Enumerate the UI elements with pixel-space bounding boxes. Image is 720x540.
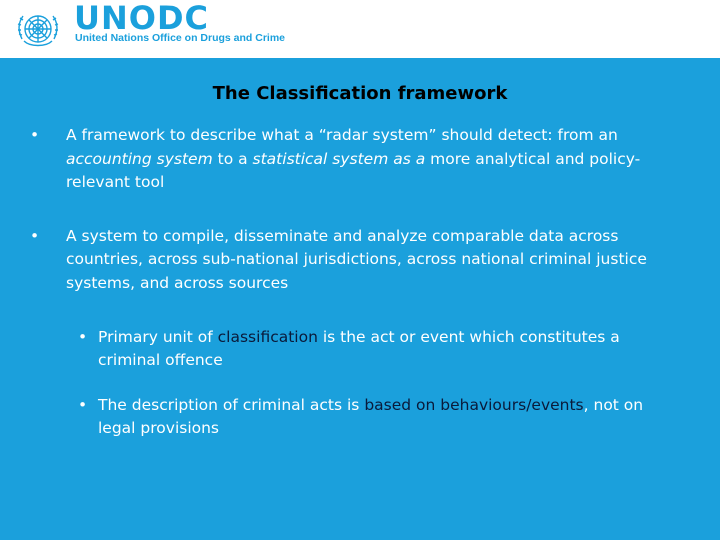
slide-title: The Classification framework (212, 83, 508, 104)
bullet-item (30, 225, 680, 296)
bullet-dot: • (30, 126, 40, 144)
sub-bullet-text: Primary unit of (98, 327, 218, 346)
sub-bullet-text: is the act or event which constitutes a criminal offence (98, 327, 620, 370)
sub-bullet-text: , not on legal provisions (98, 395, 644, 438)
bullet-text: more analytical and policy-relevant tool (66, 149, 641, 192)
bullet-dot: • (30, 226, 40, 245)
un-emblem-icon (14, 5, 62, 53)
logo-subtitle: United Nations Office on Drugs and Crime (75, 32, 286, 44)
sub-bullet-item (78, 394, 668, 441)
logo-name: UNODC (74, 0, 210, 37)
bullet-italic-text: accounting system (66, 149, 213, 168)
bullet-text: A system to compile, disseminate and analyze comparable data across countries, across sub-national jurisdictions, across national criminal justice systems, and across sources (66, 226, 647, 292)
bullet-italic-text: statistical system as a (252, 149, 426, 168)
sub-bullet-text: The description of criminal acts is (98, 395, 365, 414)
bullet-text: A framework to describe what a “radar system” should detect: from an (66, 126, 618, 144)
highlighted-text: classification (217, 327, 318, 346)
sub-bullet-item (78, 326, 668, 373)
bullet-item (30, 124, 680, 195)
bullet-dot: • (78, 395, 88, 414)
highlighted-text: based on behaviours/events (364, 395, 584, 414)
bullet-dot: • (78, 327, 88, 346)
bullet-text: to a (212, 149, 253, 168)
logo-header (0, 0, 720, 58)
slide-content (30, 124, 680, 441)
